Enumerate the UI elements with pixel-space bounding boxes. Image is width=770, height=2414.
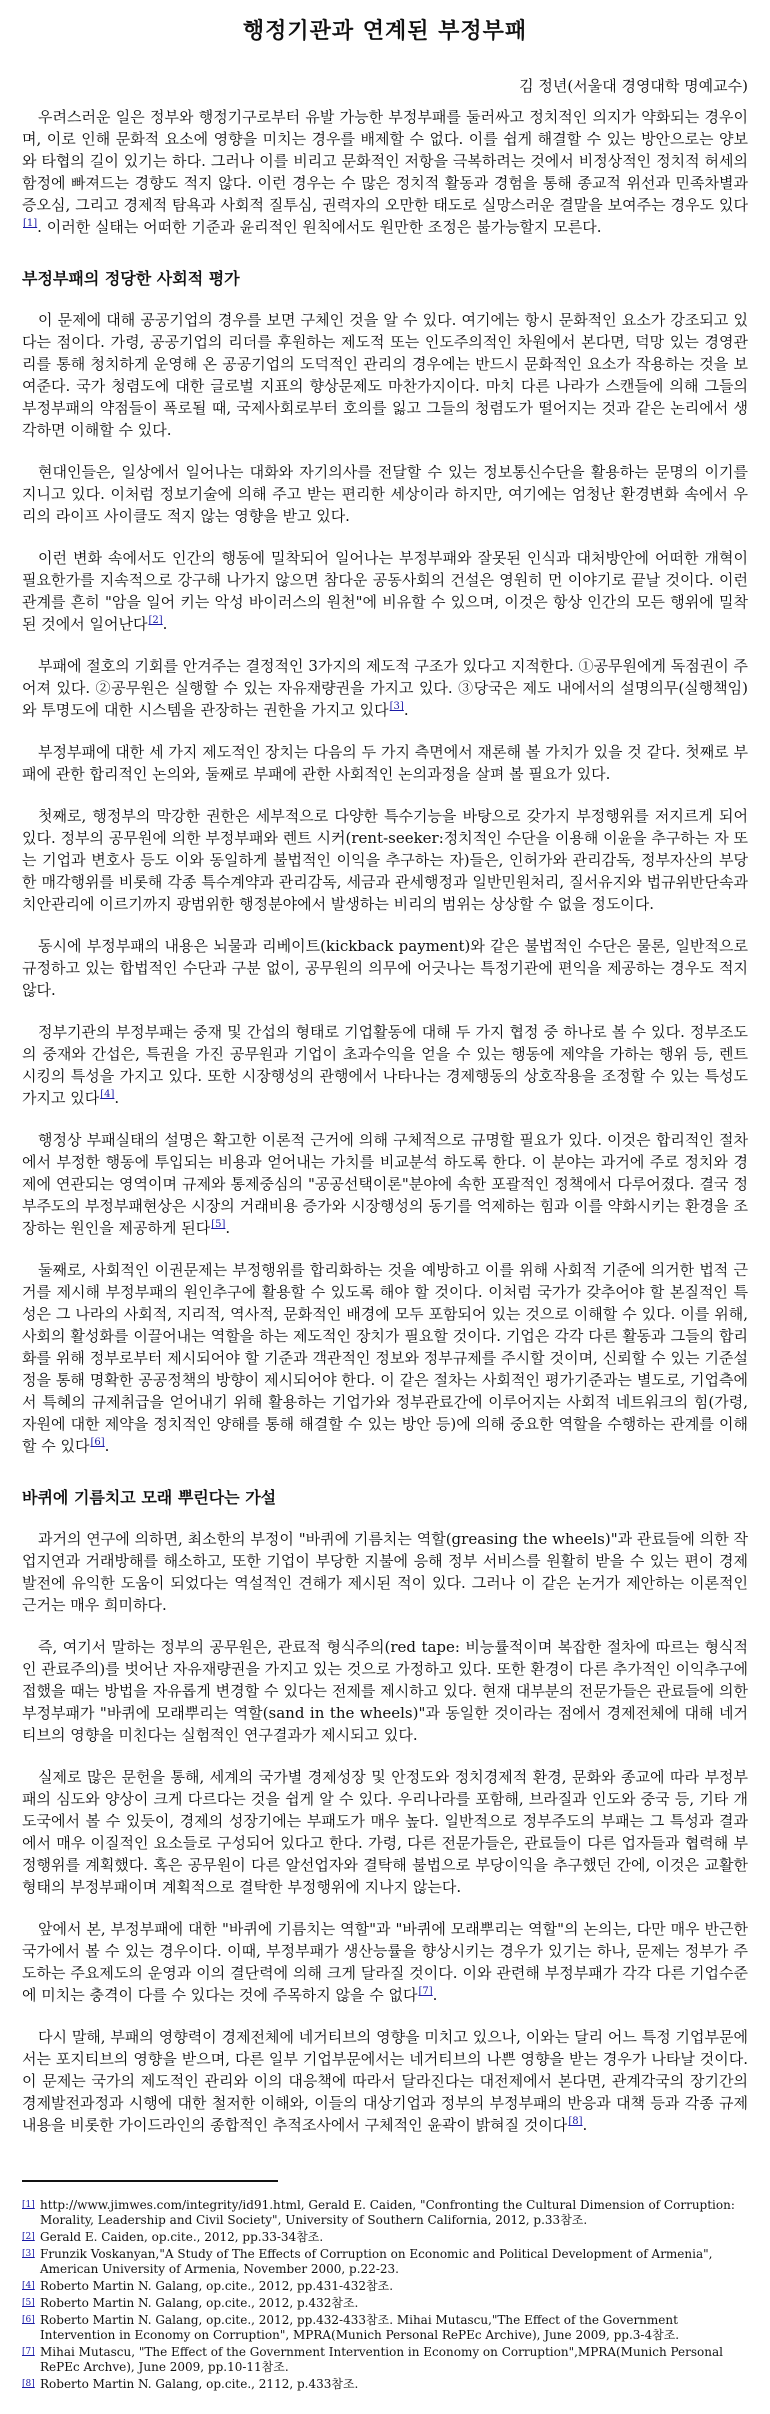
paragraph-text: 과거의 연구에 의하면, 최소한의 부정이 "바퀴에 기름치는 역할(greasing the wheels)"과 관료들에 의한 작업지연과 거래방해를 해소하고, 또한 기업이 부당한 지불에 응해 정부 서비스를 원활히 받을 수 있는 편이 경제발전에 유익한 도움이 되었다는 역설적인 견해가 제시된 적이 있다. 그러나 이 같은 논거가 제안하는 이론적인 근거는 매우 희미하다. <box>22 1530 748 1614</box>
paragraph-text: 둘째로, 사회적인 이권문제는 부정행위를 합리화하는 것을 예방하고 이를 위해 사회적 기준에 의거한 법적 근거를 제시해 부정부패의 원인추구에 활용할 수 있도록 해야 할 것이다. 이처럼 국가가 갖추어야 할 본질적인 특성은 그 나라의 사회적, 지리적, 역사적, 문화적인 배경에 모두 포함되어 있는 것으로 이해할 수 있다. 이를 위해, 사회의 활성화를 이끌어내는 역할을 하는 제도적인 장치가 필요할 것이다. 기업은 각각 다른 활동과 그들의 합리화를 위해 정부로부터 제시되어야 할 기준과 객관적인 정보와 정부규제를 주시할 것이며, 신뢰할 수 있는 기준설정을 통해 명확한 공공정책의 방향이 제시되어야 한다. 이 같은 절차는 사회적인 평가기준과는 별도로, 기업측에서 특혜의 규제취급을 얻어내기 위해 활용하는 기업가와 정부관료간에 이루어지는 사회적 네트워크의 힘(가령, 자원에 대한 제약을 정치적인 양해를 통해 해결할 수 있는 방안 등)에 의해 중요한 역할을 수행하는 관계를 이해할 수 있다 <box>22 1261 748 1455</box>
footnote-divider <box>22 2180 278 2182</box>
footnote-list <box>22 2198 748 2392</box>
paragraph-text: 부패에 절호의 기회를 안겨주는 결정적인 3가지의 제도적 구조가 있다고 지적한다. ①공무원에게 독점권이 주어져 있다. ②공무원은 실행할 수 있는 자유재량권을 가지고 있다. ③당국은 제도 내에서의 설명의무(실행책임)와 투명도에 대한 시스템을 관장하는 권한을 가지고 있다 <box>22 657 748 719</box>
footnote-text: Roberto Martin N. Galang, op.cite., 2012, pp.431-432참조. <box>40 2279 394 2293</box>
paragraph-text-continued: . <box>162 615 168 633</box>
paragraph-text: 실제로 많은 문헌을 통해, 세계의 국가별 경제성장 및 안정도와 정치경제적 환경, 문화와 종교에 따라 부정부패의 심도와 양상이 크게 다르다는 것을 쉽게 알 수 있다. 우리나라를 포함해, 브라질과 인도와 중국 등, 기타 개도국에서 볼 수 있듯이, 경제의 성장기에는 부패도가 매우 높다. 일반적으로 정부주도의 부패는 그 특성과 결과에서 매우 이질적인 요소들로 구성되어 있다고 한다. 가령, 다른 전문가들은, 관료들이 다른 업자들과 협력해 부정행위를 계획했다. 혹은 공무원이 다른 알선업자와 결탁해 불법으로 부당이익을 추구했던 간에, 이것은 교활한 형태의 부정부패이며 계획적으로 결탁한 부정행위에 지나지 않는다. <box>22 1768 748 1896</box>
section-heading: 부정부패의 정당한 사회적 평가 <box>22 269 240 288</box>
paragraph-text: 부정부패에 대한 세 가지 제도적인 장치는 다음의 두 가지 측면에서 재론해 볼 가치가 있을 것 같다. 첫째로 부패에 관한 합리적인 논의와, 둘째로 부패에 관한 사회적인 논의과정을 살펴 볼 필요가 있다. <box>22 743 748 783</box>
footnote-reference-link[interactable]: [5] <box>211 1219 226 1230</box>
body-paragraph <box>22 461 748 527</box>
body-paragraph <box>22 1918 748 2006</box>
section-heading: 바퀴에 기름치고 모래 뿌린다는 가설 <box>22 1488 277 1507</box>
footnote-item <box>22 2296 748 2311</box>
paragraph-text: 이 문제에 대해 공공기업의 경우를 보면 구체인 것을 알 수 있다. 여기에는 항시 문화적인 요소가 강조되고 있다는 점이다. 가령, 공공기업의 리더를 후원하는 제도적 또는 인도주의적인 차원에서 본다면, 덕망 있는 경영관리를 통해 청치하게 운영해 온 공공기업의 도덕적인 관리의 경우에는 반드시 문화적인 요소가 작용하는 것을 보여준다. 국가 청렴도에 대한 글로벌 지표의 향상문제도 마찬가지이다. 마치 다른 나라가 스캔들에 의해 그들의 부정부패의 약점들이 폭로될 때, 국제사회로부터 호의를 잃고 그들의 청렴도가 떨어지는 것과 같은 논리에서 생각하면 이해할 수 있다. <box>22 311 748 439</box>
footnote-item <box>22 2230 748 2245</box>
footnote-number-link[interactable]: [5] <box>22 2298 35 2308</box>
paragraph-text: 현대인들은, 일상에서 일어나는 대화와 자기의사를 전달할 수 있는 정보통신수단을 활용하는 문명의 이기를 지니고 있다. 이처럼 정보기술에 의해 주고 받는 편리한 세상이라 하지만, 여기에는 엄청난 환경변화 속에서 우리의 라이프 사이클도 적지 않는 영향을 받고 있다. <box>22 463 748 525</box>
body-paragraph <box>22 2026 748 2136</box>
footnote-reference-link[interactable]: [3] <box>389 701 404 712</box>
paragraph-text-continued: . 이러한 실태는 어떠한 기준과 윤리적인 원칙에서도 원만한 조정은 불가능할지 모른다. <box>37 218 602 236</box>
body-paragraph <box>22 1766 748 1898</box>
body-paragraph <box>22 106 748 238</box>
footnote-number-link[interactable]: [6] <box>22 2315 35 2325</box>
footnote-number-link[interactable]: [1] <box>22 2200 35 2210</box>
footnote-text: http://www.jimwes.com/integrity/id91.html, Gerald E. Caiden, "Confronting the Cultural Dimension of Corruption: Morality, Leadership and Civil Society", University of Southern California, 2012, p.33참조. <box>40 2198 735 2227</box>
footnote-reference-link[interactable]: [1] <box>23 218 38 229</box>
paragraph-text: 우려스러운 일은 정부와 행정기구로부터 유발 가능한 부정부패를 둘러싸고 정치적인 의지가 약화되는 경우이며, 이로 인해 문화적 요소에 영향을 미치는 경우를 배제할 수 없다. 이를 쉽게 해결할 수 있는 방안으로는 양보와 타협의 길이 있기는 하다. 그러나 이를 비리고 문화적인 저항을 극복하려는 것에서 비정상적인 정치적 허세의 함정에 빠져드는 경향도 적지 않다. 이런 경우는 수 많은 정치적 활동과 경험을 통해 종교적 위선과 민족차별과 증오심, 그리고 경제적 탐욕과 사회적 질투심, 권력자의 오만한 태도로 실망스러운 결말을 보여주는 경우도 있다 <box>22 108 748 214</box>
paragraph-text: 즉, 여기서 말하는 정부의 공무원은, 관료적 형식주의(red tape: 비능률적이며 복잡한 절차에 따르는 형식적인 관료주의)를 벗어난 자유재량권을 가지고 있는 것으로 가정하고 있다. 또한 환경이 다른 추가적인 이익추구에 접했을 때는 방법을 자유롭게 변경할 수 있다는 전제를 제시하고 있다. 현재 대부분의 전문가들은 관료들에 의한 부정부패가 "바퀴에 모래뿌리는 역할(sand in the wheels)"과 동일한 것이라는 점에서 경제전체에 대해 네거티브의 영향을 미친다는 실험적인 연구결과가 제시되고 있다. <box>22 1638 748 1744</box>
footnote-text: Mihai Mutascu, "The Effect of the Government Intervention in Economy on Corruption",MPRA(Munich Personal RePEc Archve), June 2009, pp.10-11참조. <box>40 2345 723 2374</box>
footnote-item <box>22 2247 748 2277</box>
body-paragraph <box>22 655 748 721</box>
paragraph-text-continued: . <box>582 2116 588 2134</box>
document-title: 행정기관과 연계된 부정부패 <box>242 18 528 44</box>
footnote-text: Frunzik Voskanyan,"A Study of The Effects of Corruption on Economic and Political Development of Armenia", American University of Armenia, November 2000, p.22-23. <box>40 2247 713 2276</box>
footnote-item <box>22 2279 748 2294</box>
body-paragraph <box>22 1259 748 1457</box>
paragraph-text-continued: . <box>104 1437 110 1455</box>
footnote-reference-link[interactable]: [6] <box>90 1437 105 1448</box>
paragraph-text-continued: . <box>225 1219 231 1237</box>
footnote-number-link[interactable]: [2] <box>22 2232 35 2242</box>
footnote-number-link[interactable]: [4] <box>22 2281 35 2291</box>
body-paragraph <box>22 805 748 915</box>
paragraph-text: 다시 말해, 부패의 영향력이 경제전체에 네거티브의 영향을 미치고 있으나, 이와는 달리 어느 특정 기업부문에서는 포지티브의 영향을 받으며, 다른 일부 기업부문에서는 네거티브의 나쁜 영향을 받는 경우가 나타날 것이다. 이 문제는 국가의 제도적인 관리와 이의 대응책에 따라서 달라진다는 대전제에서 본다면, 관계각국의 장기간의 경제발전과정과 시행에 대한 철저한 이해와, 이들의 대상기업과 정부의 부정부패의 반응과 대책 등과 각종 규제내용을 비롯한 가이드라인의 종합적인 추적조사에서 구체적인 윤곽이 밝혀질 것이다 <box>22 2028 748 2134</box>
paragraph-text-continued: . <box>432 1986 438 2004</box>
footnote-reference-link[interactable]: [2] <box>148 615 163 626</box>
paragraph-text: 동시에 부정부패의 내용은 뇌물과 리베이트(kickback payment)와 같은 불법적인 수단은 물론, 일반적으로 규정하고 있는 합법적인 수단과 구분 없이, 공무원의 의무에 어긋나는 특정기관에 편익을 제공하는 경우도 적지 않다. <box>22 937 748 999</box>
footnote-reference-link[interactable]: [4] <box>100 1089 115 1100</box>
paragraph-text-continued: . <box>114 1089 120 1107</box>
body-paragraph <box>22 547 748 635</box>
footnote-text: Roberto Martin N. Galang, op.cite., 2012, p.432참조. <box>40 2296 359 2310</box>
paragraph-text: 행정상 부패실태의 설명은 확고한 이론적 근거에 의해 구체적으로 규명할 필요가 있다. 이것은 합리적인 절차에서 부정한 행동에 투입되는 비용과 얻어내는 가치를 비교분석 하도록 한다. 이 분야는 과거에 주로 정치와 경제에 연관되는 영역이며 규제와 통제중심의 "공공선택이론"분야에 속한 포괄적인 정책에서 다루어졌다. 결국 정부주도의 부정부패현상은 시장의 거래비용 증가와 시장행성의 동기를 억제하는 힘과 이를 약화시키는 환경을 조장하는 원인을 제공하게 된다 <box>22 1131 748 1237</box>
body-paragraph <box>22 1528 748 1616</box>
body-paragraph <box>22 935 748 1001</box>
paragraph-text: 이런 변화 속에서도 인간의 행동에 밀착되어 일어나는 부정부패와 잘못된 인식과 대처방안에 어떠한 개혁이 필요한가를 지속적으로 강구해 나가지 않으면 참다운 공동사회의 건설은 영원히 먼 이야기로 끝날 것이다. 이런 관계를 흔히 "암을 일어 키는 악성 바이러스의 원천"에 비유할 수 있으며, 이것은 항상 인간의 모든 행위에 밀착된 것에서 일어난다 <box>22 549 748 633</box>
footnote-text: Gerald E. Caiden, op.cite., 2012, pp.33-34참조. <box>40 2230 324 2244</box>
footnote-number-link[interactable]: [7] <box>22 2347 35 2357</box>
body-paragraph <box>22 741 748 785</box>
paragraph-text: 첫째로, 행정부의 막강한 권한은 세부적으로 다양한 특수기능을 바탕으로 갖가지 부정행위를 저지르게 되어 있다. 정부의 공무원에 의한 부정부패와 렌트 시커(rent-seeker:정치적인 수단을 이용해 이윤을 추구하는 자 또는 기업과 변호사 등도 이와 동일하게 불법적인 이익을 추구하는 자)들은, 인허가와 관리감독, 정부자산의 부당한 매각행위를 비롯해 각종 특수계약과 관리감독, 세금과 관세행정과 일반민원처리, 질서유지와 법규위반단속과 치안관리에 이르기까지 광범위한 행정분야에서 발생하는 비리의 범위는 상상할 수 없을 정도이다. <box>22 807 748 913</box>
footnote-reference-link[interactable]: [7] <box>418 1986 433 1997</box>
footnote-text: Roberto Martin N. Galang, op.cite., 2012, pp.432-433참조. Mihai Mutascu,"The Effect of the Government Intervention in Economy on Corruption", MPRA(Munich Personal RePEc Archive), June 2009, pp.3-4참조. <box>40 2313 680 2342</box>
body-paragraph <box>22 1129 748 1239</box>
paragraph-text-continued: . <box>403 701 409 719</box>
footnote-item <box>22 2345 748 2375</box>
body-paragraph <box>22 1636 748 1746</box>
footnote-item <box>22 2198 748 2228</box>
footnote-number-link[interactable]: [8] <box>22 2379 35 2389</box>
document-body <box>22 106 748 2136</box>
footnote-number-link[interactable]: [3] <box>22 2249 35 2259</box>
footnote-reference-link[interactable]: [8] <box>568 2116 583 2127</box>
body-paragraph <box>22 1021 748 1109</box>
footnote-item <box>22 2377 748 2392</box>
paragraph-text: 앞에서 본, 부정부패에 대한 "바퀴에 기름치는 역할"과 "바퀴에 모래뿌리는 역할"의 논의는, 다만 매우 반근한 국가에서 볼 수 있는 경우이다. 이때, 부정부패가 생산능률을 향상시키는 경우가 있기는 하나, 문제는 정부가 주도하는 주요제도의 운영과 이의 결단력에 의해 크게 달라질 것이다. 이와 관련해 부정부패가 각각 다른 기업수준에 미치는 충격이 다를 수 있다는 것에 주목하지 않을 수 없다 <box>22 1920 748 2004</box>
paragraph-text: 정부기관의 부정부패는 중재 및 간섭의 형태로 기업활동에 대해 두 가지 협정 중 하나로 볼 수 있다. 정부조도의 중재와 간섭은, 특권을 가진 공무원과 기업이 초과수익을 얻을 수 있는 행동에 제약을 가하는 행위 등, 렌트 시킹의 특성을 가지고 있다. 또한 시장행성의 관행에서 나타나는 경제행동의 상호작용을 조정할 수 있는 특성도 가지고 있다 <box>22 1023 748 1107</box>
footnote-item <box>22 2313 748 2343</box>
author-line: 김 정년(서울대 경영대학 명예교수) <box>519 77 748 95</box>
body-paragraph <box>22 309 748 441</box>
footnote-text: Roberto Martin N. Galang, op.cite., 2112, p.433참조. <box>40 2377 359 2391</box>
